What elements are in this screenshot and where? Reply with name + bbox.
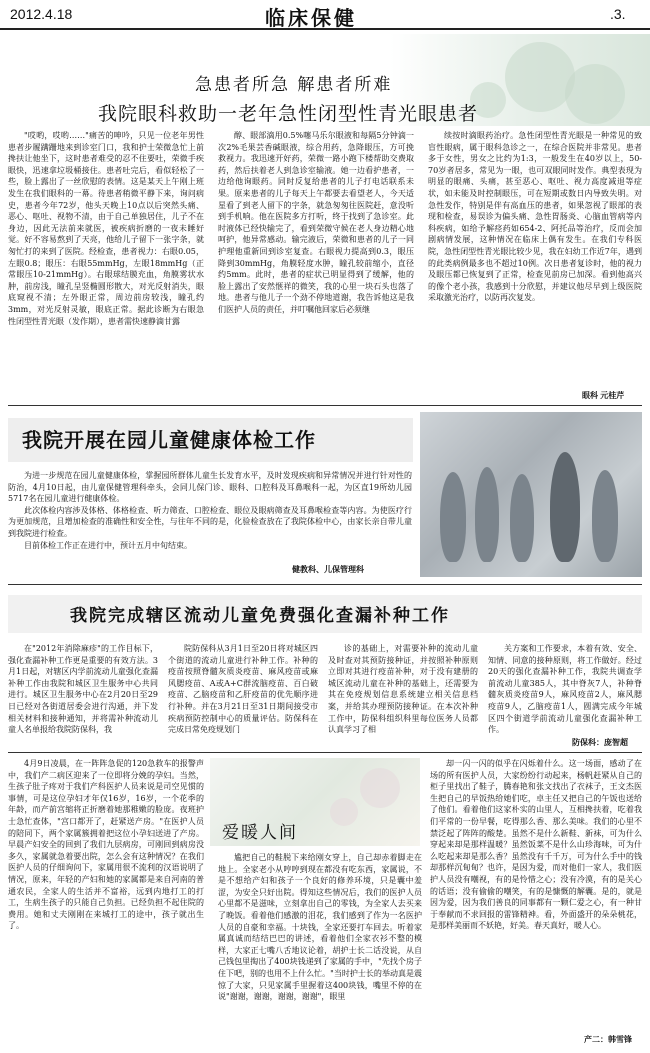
photo-figure [550,452,580,562]
decorative-blossom [360,768,400,808]
section-divider [8,584,642,585]
masthead [0,0,650,30]
article4-byline: 产二：韩雪锋 [584,1035,632,1044]
article4-column-1: 4月9日凌晨，在一阵阵急促的120急救车的报警声中，我们产二病区迎来了一位即将分娩的孕妇。当然，生孩子肚子疼对于我们产科医护人员来说是司空见惯的事情，可是这位孕妇才年仅16岁，16岁，一个花季的年龄，而产前宫缩将正折磨着她那稚嫩的脸庞。夜班护士急忙查体，"宫口都开了，赶紧送产房。"在医护人员的陪同下，两个家属簇拥着把这位小孕妇送进了产房。早晨产妇安全的回到了我们九层病房，可刚回到病房没多久，家属就急着要出院，怎么会有这种情况？在我们医护人员的仔细询问下，家属用很不流利的汉语说明了情况，原来，年轻的产妇和她的家属都是来自河南的普通农民，全家人的生活并不富裕，远到内地打工的打工，生病生孩子的只能自己负担。已经负担不起住院的费用。她和丈夫刚刚在来城打工的途中，孩子就出生了。 [8,759,204,931]
article3-column-1: 在"2012年消除麻疹"的工作目标下，强化查漏补种工作更是重要的有效方法。3月1日起，对辖区内学前流动儿童强化查漏补种工作由我院和城区卫生服务中心共同进行。城区卫生服务中心在2月20日至29日已经对各街道居委会进行沟通，并下发相关材料和接种通知，并将需补种流动儿童人名单报给我院防保科，我 [8,644,158,735]
article2-headline: 我院开展在园儿童健康体检工作 [22,428,316,452]
article1-subheadline: 我院眼科救助一老年急性闭型性青光眼患者 [98,103,479,125]
article4-column-3: 却一闪一闪的似乎在闪烁着什么。这一场面，感动了在场的所有医护人员，大家纷纷行动起来，杨帆赶紧从自己的柜子里找出了鞋子，腾春艳和张文找出了衣袜子，王文杰医生把自己的早饭热给她们吃，卓主任又把自己的午饭也送给了他们。看着他们这家朴实的山里人，互相搀扶着，吃着我们平常的一份早餐，吃得那么香、那么美味。我们的心里不禁泛起了阵阵的酸楚。虽然不是什么新鞋、新袜，可为什么穿起来却是那样温暖？虽然饭菜不是什么山珍海味，可为什么吃起来却是那么香？虽然没有千千万，可为什么手中的钱却那样沉甸甸？也许，是因为爱，而对他们一家人，我们医护人员没有嘲视，有的是怜惜之心；没有冷漠，有的是关心的话语；没有偷偷的嘲笑，有的是慷慨的解囊。是的，就是因为爱，因为我们善良的同事都有一颗仁爱之心，有一种甘于奉献而不求回报的雷锋精神。看，外面盛开的朵朵桃花，是那样美丽而不妖艳，好美。春天真好，暖人心。 [430,759,642,931]
article4-column-2: 尴把自己的鞋脱下来给刚女穿上，自己却赤着脚走在地上。全家老小从哼哼到现在都没有吃东西，家属说，不是不想给产妇和孩子一个良好的修养环境，只是囊中羞涩，为安全只好出院。得知这些情况后，我们的医护人员心里都不是滋味，立刻拿出自己的零钱，为全家人去买来了晚饭。看着他们感激的泪花，我们感到了作为一名医护人员的自豪和幸福。十块钱，全家还要打车回去。听着家属真诚而结结巴巴的讲述，看着他们全家衣衫不整的模样，大家正七嘴八舌地议论着，胡护士长二话没说，从自己钱包里掏出了400块钱递到了家属的手中，"先找个房子住下吧，别的也用不上什么忙。"当时护士长的举动真是震惊了大家，只见家属手里握着这400块钱，嘴里不停的在说"谢谢，谢谢，谢谢，谢谢"，眼里 [218,853,422,1002]
issue-date: 2012.4.18 [10,6,73,22]
article1-headline: 急患者所急 解患者所难 [195,75,393,95]
article1-byline: 眼科 元桂芹 [582,391,625,400]
article3-column-4: 关方案和工作要求，本着有效、安全、知情、同意的接种原则，将工作做好。经过20天的强化查漏补种工作，我院共调查学前流动儿童385人，其中脊灰7人，补种脊髓灰质炎疫苗9人，麻风疫苗2人，麻风腮疫苗9人，乙脑疫苗1人，圆满完成今年城区四个街道学前流动儿童强化查漏补种工作。 [488,644,642,735]
article3-column-2: 院防保科从3月1日至20日将对城区四个街道的流动儿童进行补种工作。补种的疫苗按照脊髓灰质炎疫苗、麻风疫苗或麻风腮疫苗、A或A+C群流脑疫苗、百白破疫苗、乙脑疫苗和乙肝疫苗的优先顺序进行补种。并在3月21日至31日期间接受市疾病预防控制中心的质量评估。防保科在完成日常免疫规划门 [168,644,318,735]
decorative-blossom [330,798,358,826]
article3-column-3: 诊的基础上，对需要补种的流动儿童及时查对其预防接种证，并按照补种原则立即对其进行疫苗补种，对于没有建册的城区流动儿童在补种的基础上，还需要为其在免疫规划信息系统建立相关信息档案，并给其办理预防接种证。在本次补种工作中，防保科组织科里每位医务人员都认真学习了相 [328,644,478,735]
children-health-check-photo [420,412,642,577]
section-divider [8,405,642,406]
article1-column-1: "哎哟，哎哟……"痛苦的呻吟，只见一位老年男性患者步履蹒跚地来到诊室门口，我和护士荣微急忙上前搀扶让他坐下，这时患者难受的忍不住要吐，荣微手疾眼快，迅速拿垃圾桶接住。患者吐完后，看似轻松了一些，脸上露出了一丝欣慰的表情。这是某天上午刚上班发生在我们眼科的一幕。待患者稍微平静下来，询问病史，患者今年72岁，他头天晚上10点以后突然头痛、恶心、呕吐、视物不清，由于自己单独居住，儿子不在身边，因此无法前来就医，被疾病折磨的一夜未睡好觉。好不容易熬到了天亮，他给儿子留下一张字条，就匆忙打的来到了医院。经检查，患者视力：右眼0.05，左眼0.8；眼压：右眼55mmHg，左眼18mmHg（正常眼压10-21mmHg）。右眼球结膜充血，角膜雾状水肿，前房浅，瞳孔呈竖椭圆形散大，对光反射消失，眼底窥视不清；左外眼正常，周边前房较浅，瞳孔约3mm，对光反射灵敏，眼底正常。据此诊断为右眼急性闭型性青光眼（发作期），患者需快速静滴甘露 [8,131,204,326]
article2-byline: 健教科、儿保管理科 [292,565,364,574]
section-divider [8,752,642,753]
article3-byline: 防保科：庞智超 [572,738,628,747]
newspaper-title: 临床保健 [265,6,357,30]
photo-figure [440,472,466,562]
decorative-bubble [505,42,575,112]
page-number: .3. [610,6,626,22]
article1-column-3: 续按时滴眼药治疗。急性闭型性青光眼是一种常见的致盲性眼病，属于眼科急诊之一，在综合医院并非常见。患者多于女性，男女之比约为1:3，一般发生在40岁以上，50-70岁者居多，常见为一眼，也可双眼同时发作。典型表现为明显的眼痛、头痛，甚至恶心、呕吐、视力高度减退等症状，如未能及时控制眼压，可在短期或数日内导致失明。对急性发作，特别是伴有高血压的患者，如果忽视了眼部的表现和检查，易误诊为偏头痛、急性胃肠炎、心脑血管病等内科疾病，如给予解痉药如654-2、阿托品等治疗，反而会加剧病情发展，这种情况在临床上偶有发生。在我们专科医院，急性闭型性青光眼比较少见，我在妇幼工作近7年，遇到的此类病例最多也不超过10例。次日患者复诊时，他的视力及眼压都已恢复到了正常，检查见前房已加深。看到他高兴的像个老小孩，我感到十分欣慰，并建议他尽早到上级医院采取激光治疗，以防再次复发。 [428,131,642,303]
photo-figure [592,470,618,562]
decorative-bubble [565,64,625,124]
photo-figure [510,474,534,562]
article1-column-2: 醇、眼部滴用0.5%噻马乐尔眼液和每隔5分钟滴一次2%毛果芸香碱眼液，综合用药，急降眼压，方可挽救视力。我迅速开好药，荣微一路小跑下楼帮助交费取药，然后扶着老人到急诊室输液。她一边看护患者，一边给他询眼药。同时反复给患者的儿子打电话联系未果。原来患者的儿子每天上午都要去看望老人，今天适星看了到老人留下的字条，就急匆匆往医院赶，意没听到手机响。他在医院多方打听，终于找到了急诊室。此时液体已经快输完了，看到荣微守候在老人身边精心地呵护，他异常感动。输完液后，荣微和患者的儿子一同护理他重新回到诊室复查。右眼视力提高到0.3，眼压降到30mmHg，角膜轻度水肿，瞳孔较前缩小，直径约5mm。此时，患者的症状已明显得到了缓解，他的脸上露出了安然惬祥的微笑，我的心里一块石头也落了地。患者与他儿子一个劲不停地道谢，我告诉他这是我们医护人员的责任，并叮嘱他回家后必须继 [218,131,414,314]
photo-figure [475,467,499,562]
article3-headline: 我院完成辖区流动儿童免费强化查漏补种工作 [70,606,450,626]
article2-body: 为进一步规范在园儿童健康体检，掌握园所群体儿童生长发育水平，及时发现疾病和异常情况并进行针对性的防治，4月10日起，由儿童保健管理科牵头，会同儿保门诊、眼科、口腔科及耳鼻喉科一起，为区直19所幼儿园5717名在园儿童进行健康体检。 此次体检内容涉及体格、体格检查、听力筛查、口腔检查、眼位及眼病筛查及耳鼻喉检查等内容。为使医疗行为更加规范，且增加检查的准确性和安全性，与往年不同的是，化验检查放在了我院体检中心，由家长亲自带儿童到我院进行检查。 目前体检工作正在进行中，预计五月中旬结束。 [8,471,412,550]
article4-headline: 爱暖人间 [222,823,298,843]
